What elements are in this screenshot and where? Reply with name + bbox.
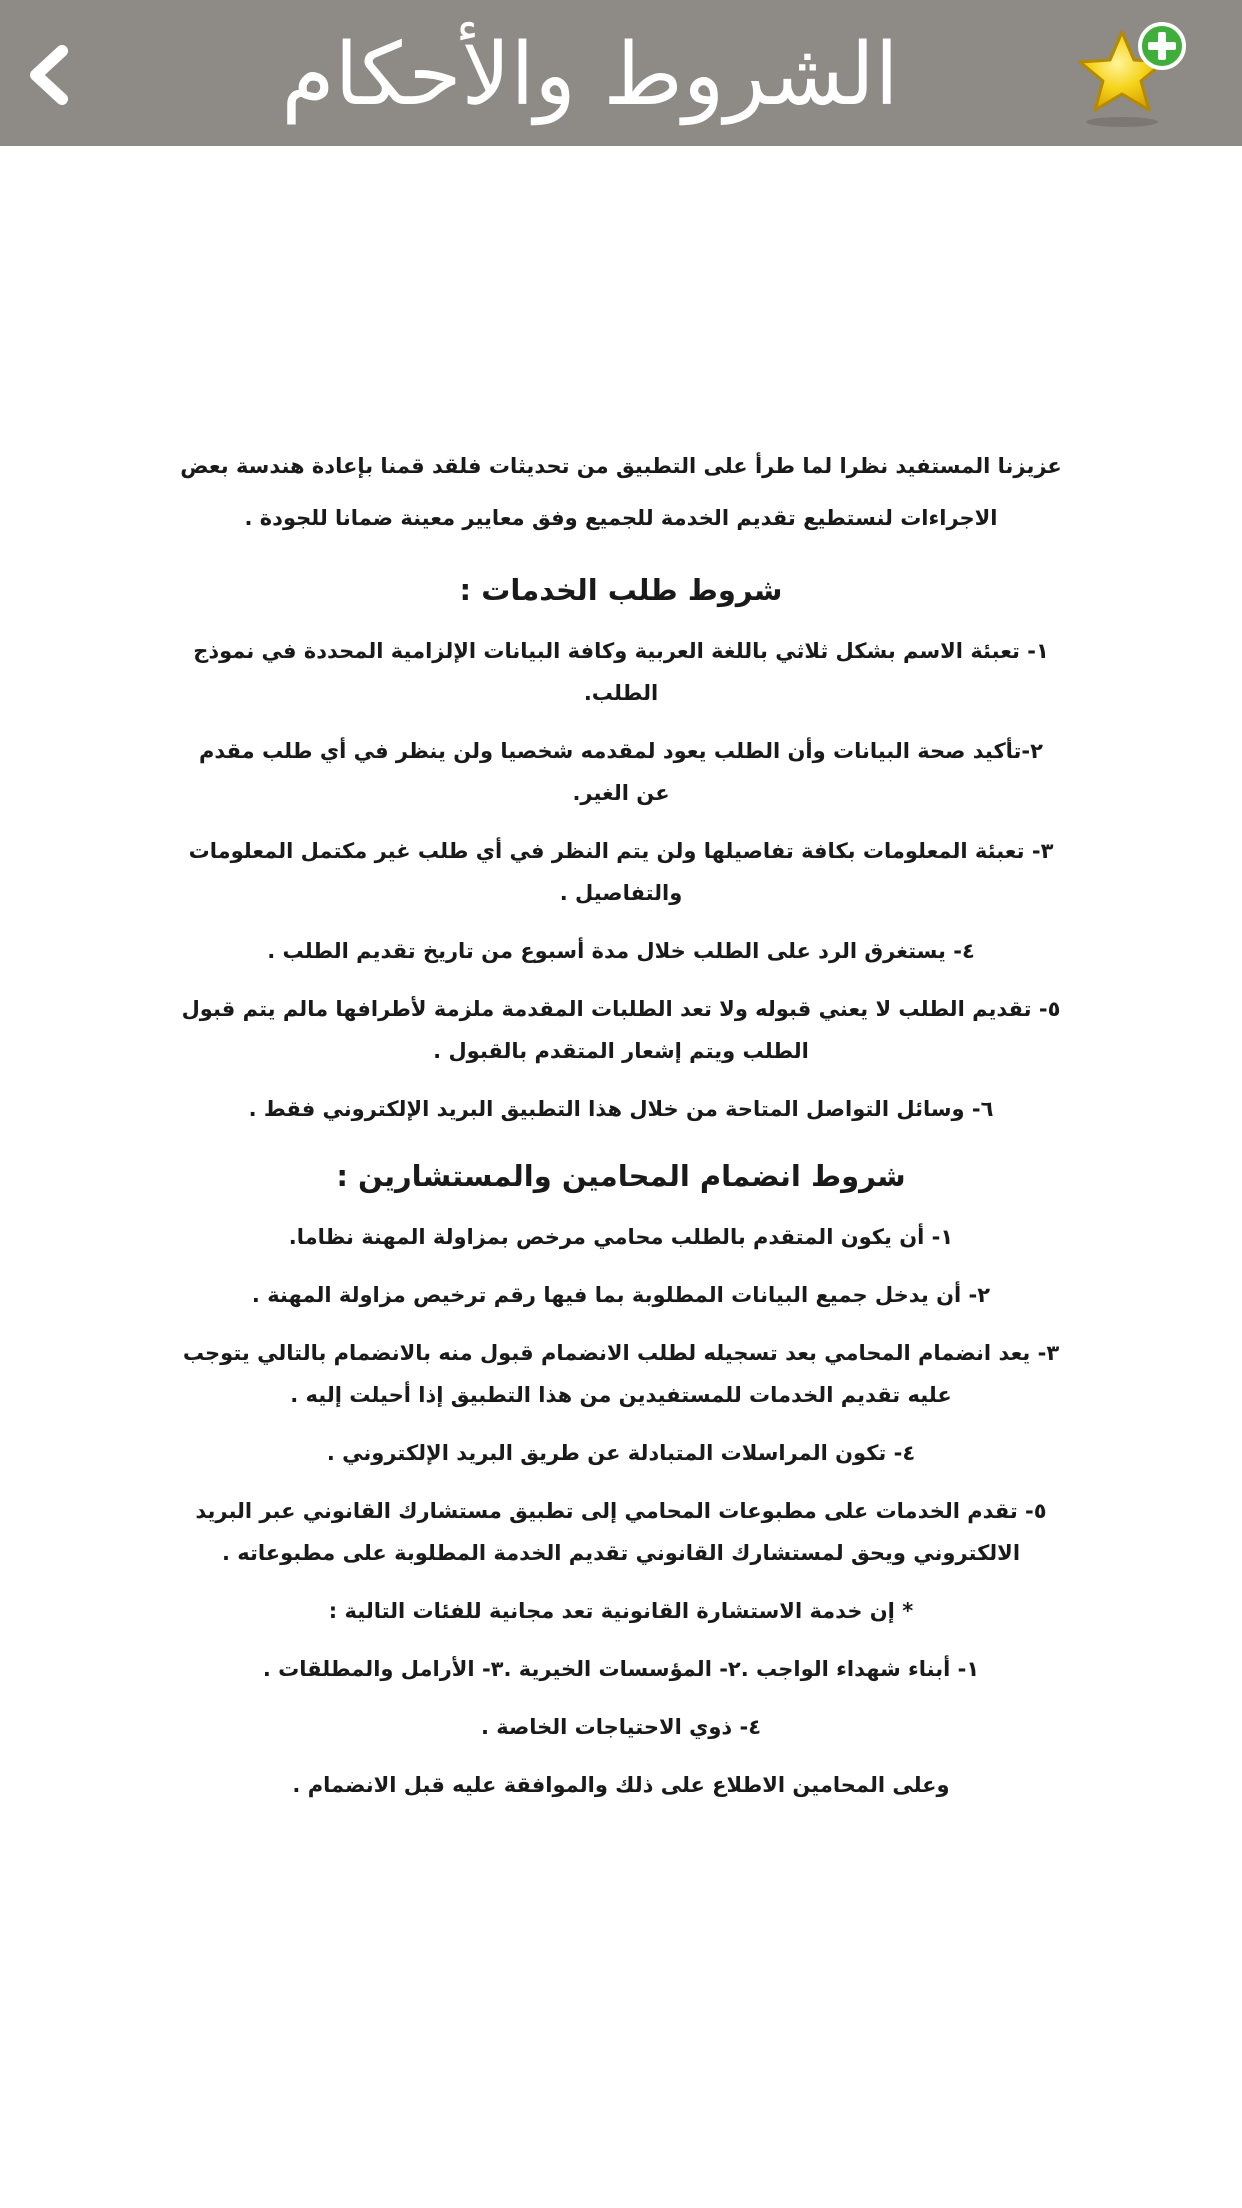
terms-content	[180, 440, 1062, 1822]
navigation-bar	[0, 0, 1242, 146]
star-add-icon	[1068, 18, 1188, 130]
services-term-item: ٦- وسائل التواصل المتاحة من خلال هذا التطبيق البريد الإلكتروني فقط .	[248, 1097, 994, 1121]
services-term-item: ٢-تأكيد صحة البيانات وأن الطلب يعود لمقدمه شخصيا ولن ينظر في أي طلب مقدم عن الغير.	[199, 739, 1043, 805]
services-term-item: ٥- تقديم الطلب لا يعني قبوله ولا تعد الطلبات المقدمة ملزمة لأطرافها مالم يتم قبول الطلب ويتم إشعار المتقدم بالقبول .	[181, 997, 1061, 1063]
lawyers-heading: شروط انضمام المحامين والمستشارين :	[336, 1159, 906, 1193]
lawyers-term-item: ٢- أن يدخل جميع البيانات المطلوبة بما فيها رقم ترخيص مزاولة المهنة .	[251, 1283, 991, 1307]
back-button[interactable]	[18, 40, 78, 110]
free-service-categories: ١- أبناء شهداء الواجب .٢- المؤسسات الخيرية .٣- الأرامل والمطلقات .	[262, 1657, 980, 1681]
add-favorite-button[interactable]	[1068, 18, 1188, 130]
free-service-note: * إن خدمة الاستشارة القانونية تعد مجانية للفئات التالية :	[328, 1599, 914, 1623]
services-term-item: ٣- تعبئة المعلومات بكافة تفاصيلها ولن يتم النظر في أي طلب غير مكتمل المعلومات والتفاصيل .	[188, 839, 1054, 905]
intro-paragraph	[180, 440, 1062, 544]
chevron-left-icon	[26, 45, 70, 105]
lawyers-term-item: ٥- تقدم الخدمات على مطبوعات المحامي إلى تطبيق مستشارك القانوني عبر البريد الالكتروني ويحق لمستشارك القانوني تقديم الخدمة المطلوبة على مطبوعاته .	[195, 1499, 1047, 1565]
intro-line: الاجراءات لنستطيع تقديم الخدمة للجميع وفق معايير معينة ضمانا للجودة .	[244, 506, 998, 530]
services-term-item: ٤- يستغرق الرد على الطلب خلال مدة أسبوع من تاريخ تقديم الطلب .	[267, 939, 975, 963]
services-heading: شروط طلب الخدمات :	[459, 573, 783, 607]
closing-note: وعلى المحامين الاطلاع على ذلك والموافقة عليه قبل الانضمام .	[292, 1773, 950, 1797]
intro-line: عزيزنا المستفيد نظرا لما طرأ على التطبيق من تحديثات فلقد قمنا بإعادة هندسة بعض	[180, 454, 1062, 478]
lawyers-term-item: ٣- يعد انضمام المحامي بعد تسجيله لطلب الانضمام قبول منه بالانضمام بالتالي يتوجب عليه تقديم الخدمات للمستفيدين من هذا التطبيق إذا أحيلت إليه .	[182, 1341, 1060, 1407]
free-service-categories: ٤- ذوي الاحتياجات الخاصة .	[480, 1715, 762, 1739]
services-term-item: ١- تعبئة الاسم بشكل ثلاثي باللغة العربية وكافة البيانات الإلزامية المحددة في نموذج الطلب.	[193, 639, 1049, 705]
page-title: الشروط والأحكام	[281, 25, 899, 125]
lawyers-term-item: ٤- تكون المراسلات المتبادلة عن طريق البريد الإلكتروني .	[326, 1441, 916, 1465]
lawyers-term-item: ١- أن يكون المتقدم بالطلب محامي مرخص بمزاولة المهنة نظاما.	[288, 1225, 954, 1249]
